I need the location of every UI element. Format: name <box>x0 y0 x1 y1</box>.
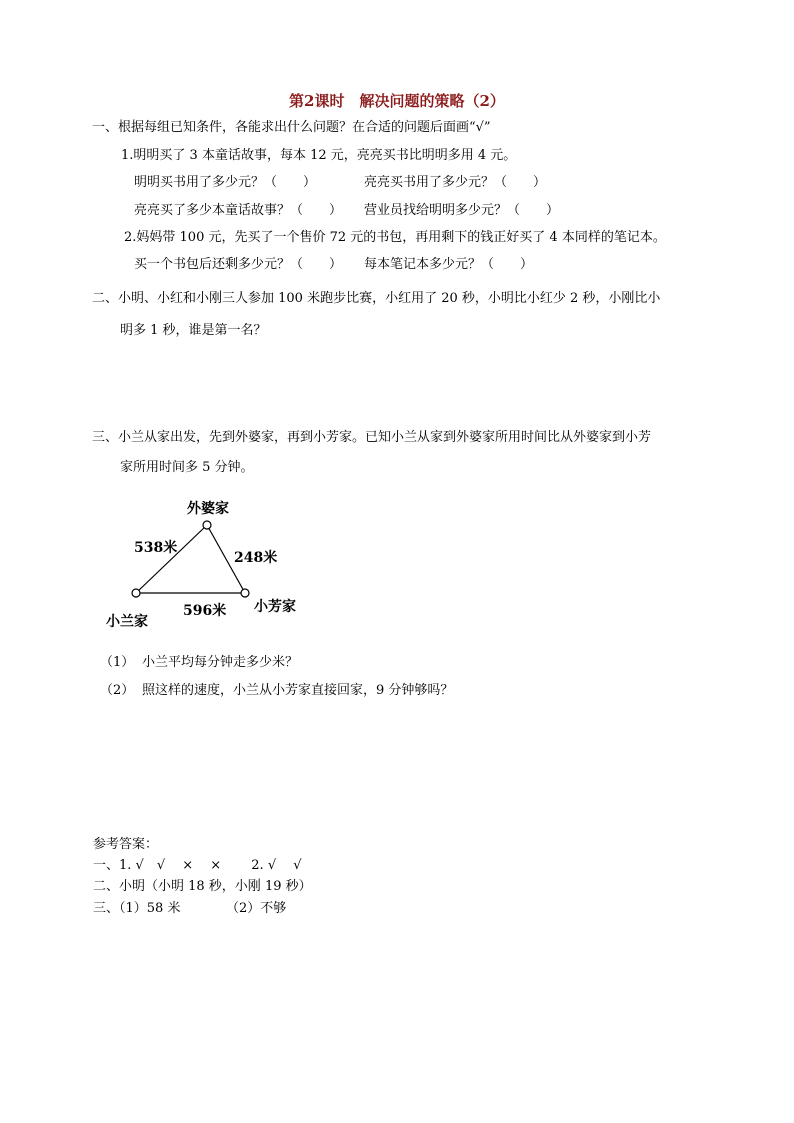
q2-line2: 明多 1 秒，谁是第一名？ <box>120 323 267 338</box>
label-distance-596: 596米 <box>183 603 227 619</box>
page-title: 第2课时 解决问题的策略（2） <box>289 92 505 110</box>
label-xiaolan-house: 小兰家 <box>106 614 148 630</box>
answers-line2: 二、小明（小明 18 秒，小刚 19 秒） <box>93 879 312 894</box>
q1-group1-option-d: 营业员找给明明多少元？（ ） <box>364 203 560 218</box>
q3-line1: 三、小兰从家出发，先到外婆家，再到小芳家。已知小兰从家到外婆家所用时间比从外婆家到小芳 <box>92 430 652 445</box>
answers-line3: 三、（1）58 米 （2）不够 <box>93 901 287 916</box>
answers-line1: 一、1. √ √ × × 2. √ √ <box>93 858 302 873</box>
label-grandma-house: 外婆家 <box>187 501 229 517</box>
q1-stem: 一、根据每组已知条件，各能求出什么问题？在合适的问题后面画“√” <box>92 120 491 135</box>
q1-group1-intro: 1.明明买了 3 本童话故事，每本 12 元，亮亮买书比明明多用 4 元。 <box>121 148 517 163</box>
q3-sub2-number: （2） <box>100 683 135 698</box>
q3-sub1-number: （1） <box>100 655 135 670</box>
q1-group1-option-b: 亮亮买书用了多少元？（ ） <box>364 175 547 190</box>
q3-line2: 家所用时间多 5 分钟。 <box>120 460 254 475</box>
label-xiaofang-house: 小芳家 <box>254 599 296 615</box>
edge-home-to-grandma <box>136 525 207 593</box>
q2-line1: 二、小明、小红和小刚三人参加 100 米跑步比赛，小红用了 20 秒，小明比小红少 2 秒，小刚比小 <box>92 291 661 306</box>
q3-sub1-text: 小兰平均每分钟走多少米？ <box>142 655 299 670</box>
q1-group1-option-a: 明明买书用了多少元？（ ） <box>134 175 317 190</box>
label-distance-248: 248米 <box>234 550 278 566</box>
q1-group2-option-a: 买一个书包后还剩多少元？（ ） <box>134 257 343 272</box>
q3-sub2-text: 照这样的速度，小兰从小芳家直接回家，9 分钟够吗？ <box>142 683 454 698</box>
answers-heading: 参考答案： <box>93 837 159 852</box>
q1-group2-option-b: 每本笔记本多少元？（ ） <box>364 257 534 272</box>
xiaolan-house-point <box>132 589 140 597</box>
label-distance-538: 538米 <box>134 540 178 556</box>
xiaofang-house-point <box>241 589 249 597</box>
grandma-house-point <box>203 521 211 529</box>
q1-group2-intro: 2.妈妈带 100 元，先买了一个售价 72 元的书包，再用剩下的钱正好买了 4 本同样的笔记本。 <box>124 230 666 245</box>
q1-group1-option-c: 亮亮买了多少本童话故事？（ ） <box>134 203 343 218</box>
